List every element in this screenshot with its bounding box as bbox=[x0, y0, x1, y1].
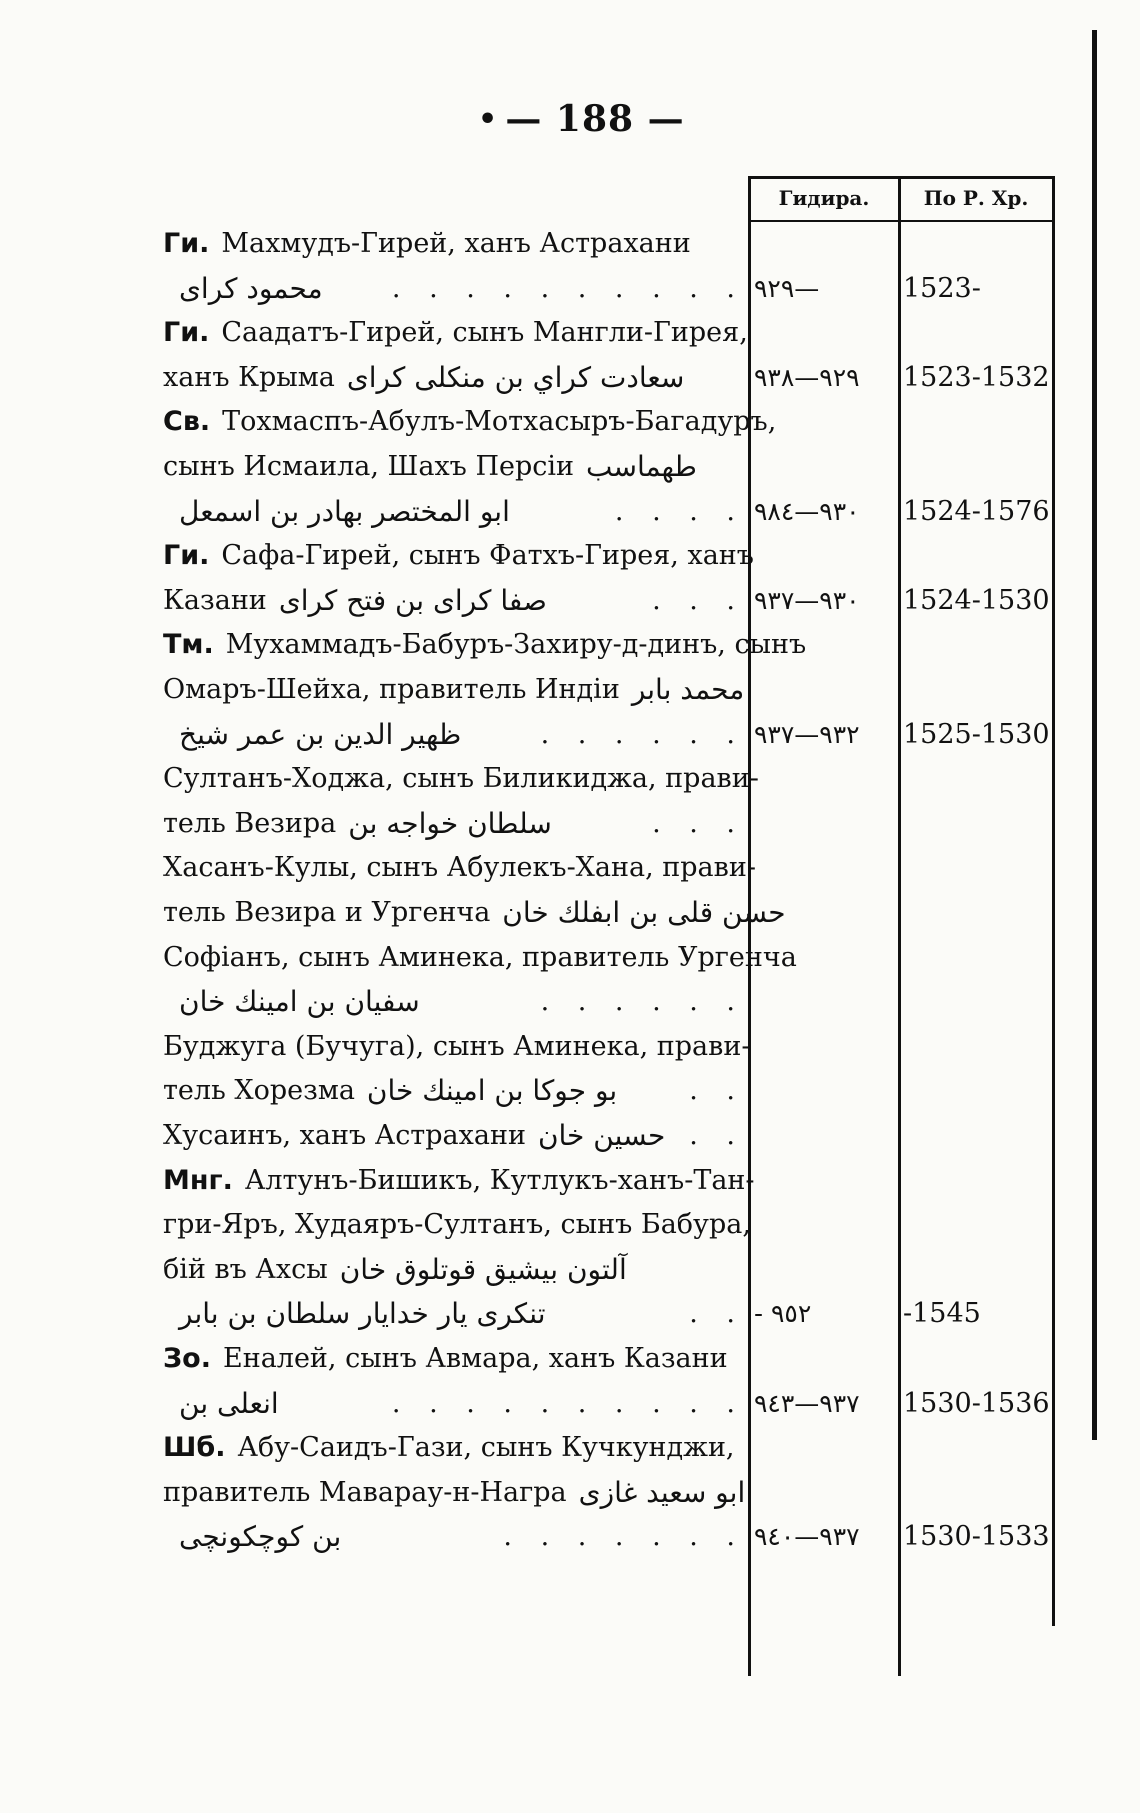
arabic-name: سفيان بن امينك خان bbox=[179, 985, 420, 1019]
entry-line bbox=[163, 313, 748, 353]
leader-dots: . . . . bbox=[614, 495, 745, 527]
entry-line bbox=[163, 358, 745, 398]
arabic-name: تنكرى يار خدايار سلطان بن بابر bbox=[179, 1297, 546, 1331]
dynasty-abbreviation: Ги. bbox=[163, 317, 210, 349]
entry-line bbox=[163, 848, 756, 888]
entry-text: Саадатъ-Гирей, сынъ Мангли-Гирея, bbox=[221, 317, 748, 349]
entry-line bbox=[163, 804, 745, 844]
entry-text: сынъ Исмаила, Шахъ Персіи bbox=[163, 451, 574, 482]
dynasty-abbreviation: Тм. bbox=[163, 629, 214, 661]
column-rule-middle bbox=[898, 176, 901, 1676]
hijra-date: - ٩٥٢ bbox=[754, 1299, 812, 1329]
entry-text: гри-Яръ, Худаяръ-Султанъ, сынъ Бабура, bbox=[163, 1209, 751, 1241]
entry-line bbox=[163, 1250, 745, 1290]
entry-line bbox=[163, 1071, 745, 1111]
arabic-name: سلطان خواجه بن bbox=[348, 806, 552, 840]
leader-dots: . . . . . . bbox=[540, 718, 745, 750]
entry-text: бій въ Ахсы bbox=[163, 1253, 328, 1285]
arabic-name: ابو سعيد غازى bbox=[578, 1475, 746, 1509]
entry-text: Султанъ-Ходжа, сынъ Биликиджа, прави- bbox=[163, 763, 759, 795]
entry-line bbox=[163, 1339, 745, 1379]
leader-dots: . . bbox=[689, 1075, 745, 1107]
hijra-date: ٩٣٧—٩٤٣ bbox=[754, 1388, 860, 1418]
entry-line bbox=[163, 982, 745, 1022]
arabic-name: حسين خان bbox=[537, 1119, 666, 1152]
page-number: — 188 — bbox=[505, 98, 685, 140]
arabic-name: آلتون بيشيق قوتلوق خان bbox=[339, 1252, 627, 1286]
hijra-date: ٩٢٩— bbox=[754, 273, 820, 303]
leader-dots: . . . bbox=[652, 807, 745, 839]
arabic-name: سعادت كراي بن منكلى كراى bbox=[346, 360, 685, 394]
arabic-name: حسن قلى بن ابفلك خان bbox=[502, 896, 786, 929]
entry-text: Махмудъ-Гирей, ханъ Астрахани bbox=[221, 228, 691, 259]
page-dot-mark: • bbox=[478, 102, 498, 137]
dynasty-abbreviation: Ги. bbox=[163, 540, 210, 572]
ad-date: 1523-1532 bbox=[903, 361, 1050, 393]
dynasty-abbreviation: Ги. bbox=[163, 228, 210, 259]
entry-line bbox=[163, 625, 807, 665]
entry-line bbox=[163, 224, 745, 264]
leader-dots: . . . . . . . . . . bbox=[391, 272, 745, 304]
column-header-ad: По Р. Хр. bbox=[923, 186, 1029, 210]
entry-line bbox=[163, 447, 745, 487]
table-header-bottom-rule bbox=[748, 220, 1054, 222]
hijra-date: ٩٣٠—٩٣٧ bbox=[754, 585, 860, 615]
entry-line bbox=[163, 492, 745, 532]
arabic-name: محمد بابر bbox=[631, 673, 745, 706]
ad-date: 1525-1530 bbox=[903, 718, 1050, 750]
hijra-date: ٩٢٩—٩٣٨ bbox=[754, 362, 860, 392]
entry-line bbox=[163, 402, 777, 442]
hijra-date: ٩٣٢—٩٣٧ bbox=[754, 719, 860, 749]
dynasty-abbreviation: Св. bbox=[163, 406, 211, 438]
leader-dots: . . . . . . bbox=[540, 986, 745, 1018]
leader-dots: . . . . . . . . . . bbox=[391, 1387, 745, 1419]
entry-text: Абу-Саидъ-Гази, сынъ Кучкунджи, bbox=[237, 1432, 735, 1464]
dynasty-abbreviation: Шб. bbox=[163, 1432, 226, 1464]
entry-text: Софіанъ, сынъ Аминека, правитель Ургенча bbox=[163, 941, 797, 973]
ad-date: 1524-1530 bbox=[903, 584, 1050, 616]
arabic-name: ظهير الدين بن عمر شيخ bbox=[179, 717, 462, 751]
entry-line bbox=[163, 893, 786, 933]
entry-line bbox=[163, 581, 745, 621]
entry-text: правитель Маварау-н-Награ bbox=[163, 1476, 567, 1508]
leader-dots: . . . . . . . bbox=[503, 1521, 745, 1553]
ad-date: -1545 bbox=[903, 1298, 981, 1330]
entry-text: ханъ Крыма bbox=[163, 361, 335, 393]
dynasty-abbreviation: Зо. bbox=[163, 1343, 211, 1374]
arabic-name: انعلى بن bbox=[179, 1386, 279, 1420]
entry-line bbox=[163, 1161, 755, 1201]
entry-line bbox=[163, 1027, 751, 1067]
hijra-date: ٩٣٠—٩٨٤ bbox=[754, 496, 860, 526]
entry-line bbox=[163, 759, 759, 799]
entry-line bbox=[163, 938, 797, 978]
leader-dots: . . bbox=[689, 1298, 745, 1330]
entry-text: Буджуга (Бучуга), сынъ Аминека, прави- bbox=[163, 1030, 751, 1062]
entry-text: Казани bbox=[163, 584, 267, 616]
entry-text: тель Везира и Ургенча bbox=[163, 897, 491, 928]
entry-line bbox=[163, 536, 754, 576]
entry-line bbox=[163, 1517, 745, 1557]
page-edge-rule bbox=[1092, 30, 1097, 1440]
entry-text: Омаръ-Шейха, правитель Индіи bbox=[163, 674, 620, 705]
entry-text: Тохмаспъ-Абулъ-Мотхасыръ-Багадуръ, bbox=[222, 406, 777, 438]
entry-text: Хусаинъ, ханъ Астрахани bbox=[163, 1120, 526, 1151]
entry-line bbox=[163, 670, 745, 710]
entry-text: Мухаммадъ-Бабуръ-Захиру-д-динъ, сынъ bbox=[225, 629, 807, 661]
ad-date: 1530-1536 bbox=[903, 1387, 1050, 1419]
ad-date: 1523- bbox=[903, 272, 981, 304]
entry-text: Алтунъ-Бишикъ, Кутлукъ-ханъ-Тан- bbox=[244, 1164, 755, 1196]
table-header-top-rule bbox=[748, 176, 1054, 179]
leader-dots: . . bbox=[689, 1120, 745, 1151]
leader-dots: . . . bbox=[652, 584, 745, 616]
entry-line bbox=[163, 1473, 745, 1513]
entry-line bbox=[163, 715, 745, 755]
entry-line bbox=[163, 1428, 745, 1468]
hijra-date: ٩٣٧—٩٤٠ bbox=[754, 1522, 860, 1552]
arabic-name: صفا كراى بن فتح كراى bbox=[278, 583, 547, 617]
entry-text: Хасанъ-Кулы, сынъ Абулекъ-Хана, прави- bbox=[163, 852, 756, 884]
arabic-name: ابو المختصر بهادر بن اسمعل bbox=[179, 494, 510, 528]
entry-text: Еналей, сынъ Авмара, ханъ Казани bbox=[223, 1343, 728, 1374]
ad-date: 1530-1533 bbox=[903, 1521, 1050, 1553]
arabic-name: بو جوكا بن امينك خان bbox=[366, 1074, 618, 1108]
entry-text: тель Хорезма bbox=[163, 1075, 355, 1107]
entry-text: тель Везира bbox=[163, 807, 337, 839]
ad-date: 1524-1576 bbox=[903, 495, 1050, 527]
entry-line bbox=[163, 1116, 745, 1156]
arabic-name: طهماسب bbox=[586, 450, 697, 483]
entry-text: Сафа-Гирей, сынъ Фатхъ-Гирея, ханъ bbox=[221, 540, 754, 572]
dynasty-abbreviation: Мнг. bbox=[163, 1164, 233, 1196]
entry-line bbox=[163, 269, 745, 309]
arabic-name: محمود كراى bbox=[179, 271, 323, 305]
entry-line bbox=[163, 1205, 751, 1245]
entry-line bbox=[163, 1294, 745, 1334]
entry-line bbox=[163, 1384, 745, 1424]
column-header-hijra: Гидира. bbox=[778, 186, 870, 210]
arabic-name: بن كوچكونچى bbox=[179, 1520, 342, 1554]
